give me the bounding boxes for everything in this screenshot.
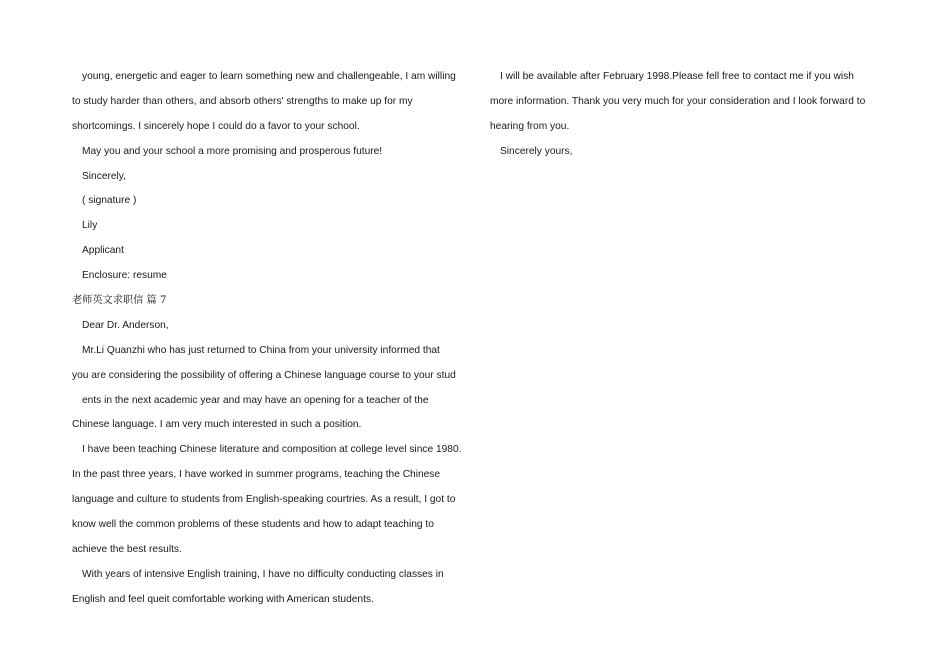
- text-line: language and culture to students from English-speaking courtries. As a result, I got to: [72, 494, 456, 506]
- text-line: In the past three years, I have worked in summer programs, teaching the Chinese: [72, 469, 441, 481]
- text-line: Mr.Li Quanzhi who has just returned to China from your university informed that: [82, 344, 440, 356]
- text-line: more information. Thank you very much for your consideration and I look forward to: [490, 95, 866, 107]
- section-heading: 老师英文求职信 篇 7: [72, 295, 167, 307]
- right-column: [490, 65, 882, 165]
- text-line: Sincerely yours,: [500, 145, 573, 157]
- text-line: you are considering the possibility of offering a Chinese language course to your stud: [72, 369, 456, 381]
- text-line: I have been teaching Chinese literature and composition at college level since 1980.: [82, 444, 462, 456]
- text-line: hearing from you.: [490, 120, 570, 132]
- text-line: With years of intensive English training, I have no difficulty conducting classes in: [82, 568, 444, 580]
- text-line: shortcomings. I sincerely hope I could do a favor to your school.: [72, 120, 360, 132]
- text-line: to study harder than others, and absorb others' strengths to make up for my: [72, 95, 413, 107]
- text-line: Applicant: [82, 245, 124, 257]
- text-line: ents in the next academic year and may have an opening for a teacher of the: [82, 394, 429, 406]
- text-line: know well the common problems of these students and how to adapt teaching to: [72, 519, 434, 531]
- text-line: Enclosure: resume: [82, 270, 167, 282]
- text-line: I will be available after February 1998.Please fell free to contact me if you wish: [500, 71, 854, 82]
- left-column: [72, 65, 464, 613]
- text-line: Chinese language. I am very much interested in such a position.: [72, 419, 362, 431]
- text-line: May you and your school a more promising and prosperous future!: [82, 145, 383, 157]
- text-line: achieve the best results.: [72, 543, 182, 555]
- text-line: ( signature ): [82, 195, 137, 207]
- text-line: Sincerely,: [82, 170, 126, 182]
- text-line: English and feel queit comfortable working with American students.: [72, 593, 374, 605]
- text-line: young, energetic and eager to learn something new and challengeable, I am willing: [82, 71, 456, 82]
- text-line: Lily: [82, 220, 98, 232]
- text-line: Dear Dr. Anderson,: [82, 319, 169, 331]
